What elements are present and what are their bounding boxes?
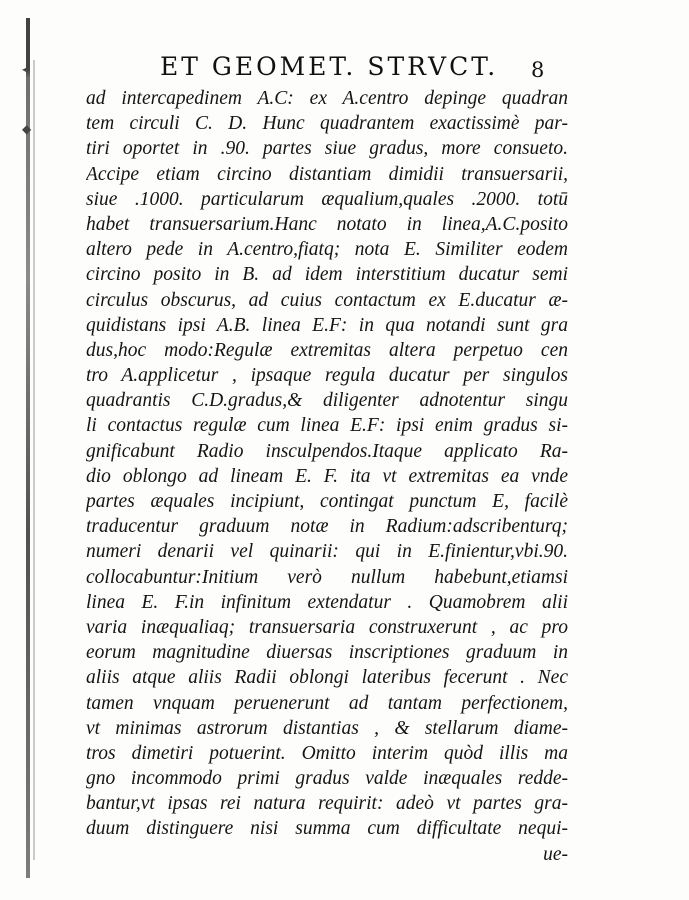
text-line: varia inæqualiaq; transuersaria construxerunt , ac pro xyxy=(86,616,568,638)
text-line: quadrantis C.D.gradus,& diligenter adnotentur singu xyxy=(86,390,568,412)
text-line: numeri denarii vel quinarii: qui in E.finientur,vbi.90. xyxy=(86,541,568,563)
text-line: tros dimetiri potuerint. Omitto interim quòd illis ma xyxy=(86,742,568,764)
binding-edge xyxy=(26,18,30,878)
text-line: duum distinguere nisi summa cum difficultate nequi- xyxy=(86,818,568,840)
catchword: ue- xyxy=(543,843,568,865)
text-line: li contactus regulæ cum linea E.F: ipsi enim gradus si- xyxy=(86,415,568,437)
text-line: tiri oportet in .90. partes siue gradus, more consueto. xyxy=(86,138,568,160)
margin-mark-middle: ◆ xyxy=(22,122,32,136)
body-text xyxy=(86,86,568,867)
text-line: siue .1000. particularum æqualium,quales .2000. totū xyxy=(86,188,568,210)
text-line: tamen vnquam peruenerunt ad tantam perfectionem, xyxy=(86,692,568,714)
running-head: ET GEOMET. STRVCT. xyxy=(160,52,499,81)
text-line: linea E. F.in infinitum extendatur . Quamobrem alii xyxy=(86,591,568,613)
text-line: collocabuntur:Initium verò nullum habebunt,etiamsi xyxy=(86,566,568,588)
text-line: gno incommodo primi gradus valde inæquales redde- xyxy=(86,768,568,790)
text-line: Accipe etiam circino distantiam dimidii transuersarii, xyxy=(86,163,568,185)
text-line: vt minimas astrorum distantias , & stellarum diame- xyxy=(86,717,568,739)
text-line: gnificabunt Radio insculpendos.Itaque applicato Ra- xyxy=(86,440,568,462)
text-line: altero pede in A.centro,fiatq; nota E. Similiter eodem xyxy=(86,239,568,261)
text-line: aliis atque aliis Radii oblongi lateribus fecerunt . Nec xyxy=(86,667,568,689)
text-line: circino posito in B. ad idem interstitium ducatur semi xyxy=(86,264,568,286)
text-line: habet transuersarium.Hanc notato in linea,A.C.posito xyxy=(86,213,568,235)
text-line: eorum magnitudine diuersas inscriptiones graduum in xyxy=(86,642,568,664)
text-line: partes æquales incipiunt, contingat punctum E, facilè xyxy=(86,491,568,512)
text-line: tro A.applicetur , ipsaque regula ducatur per singulos xyxy=(86,365,568,387)
text-line: dus,hoc modo:Regulæ extremitas altera perpetuo cen xyxy=(86,339,568,361)
binding-shadow xyxy=(33,60,35,860)
text-line: dio oblongo ad lineam E. F. ita vt extremitas ea vnde xyxy=(86,465,568,487)
text-line: bantur,vt ipsas rei natura requirit: adeò vt partes gra- xyxy=(86,793,568,815)
text-line: circulus obscurus, ad cuius contactum ex E.ducatur æ- xyxy=(86,289,568,311)
page-number: 8 xyxy=(531,58,545,82)
text-line: traducentur graduum notæ in Radium:adscribenturq; xyxy=(86,516,568,538)
text-line: quidistans ipsi A.B. linea E.F: in qua notandi sunt gra xyxy=(86,314,568,336)
margin-mark-top: ◂ xyxy=(22,62,29,76)
text-line: tem circuli C. D. Hunc quadrantem exactissimè par- xyxy=(86,113,568,135)
text-line: ad intercapedinem A.C: ex A.centro depinge quadran xyxy=(86,88,568,109)
